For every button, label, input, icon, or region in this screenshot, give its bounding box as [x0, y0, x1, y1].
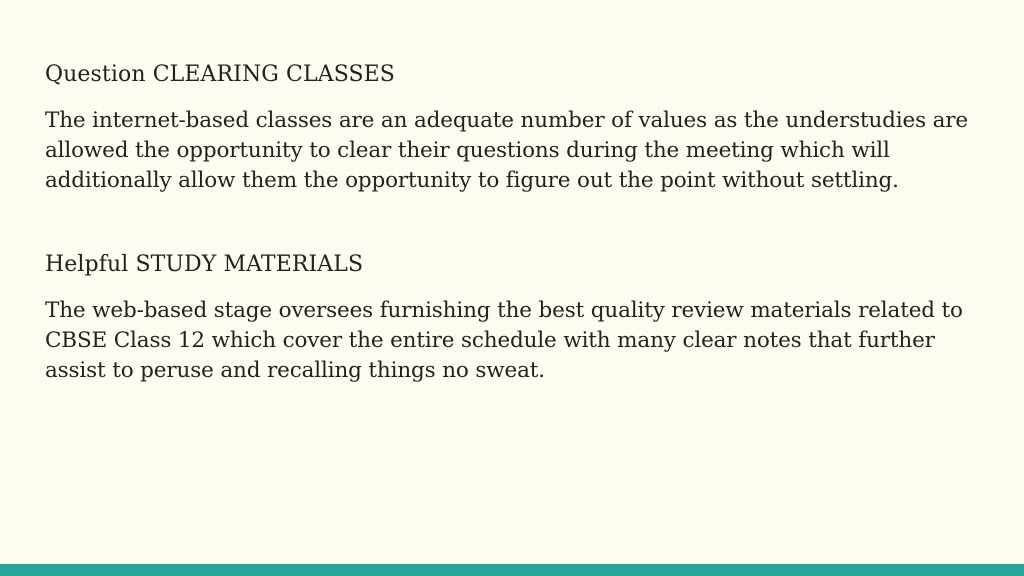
section-body: The internet-based classes are an adequate number of values as the understudies are allowed the opportunity to clear their questions during the meeting which will additionally allow them the opportunity to figure out the point without settling.	[45, 108, 968, 193]
section-heading: Question CLEARING CLASSES	[45, 62, 395, 87]
section-clearing-classes	[45, 58, 995, 196]
section-heading: Helpful STUDY MATERIALS	[45, 252, 364, 277]
slide-content	[45, 58, 995, 386]
section-body: The web-based stage oversees furnishing the best quality review materials related to CBSE Class 12 which cover the entire schedule with many clear notes that further assist to peruse and recalling things no sweat.	[45, 298, 963, 383]
section-study-materials	[45, 248, 995, 386]
footer-accent-bar	[0, 564, 1024, 576]
